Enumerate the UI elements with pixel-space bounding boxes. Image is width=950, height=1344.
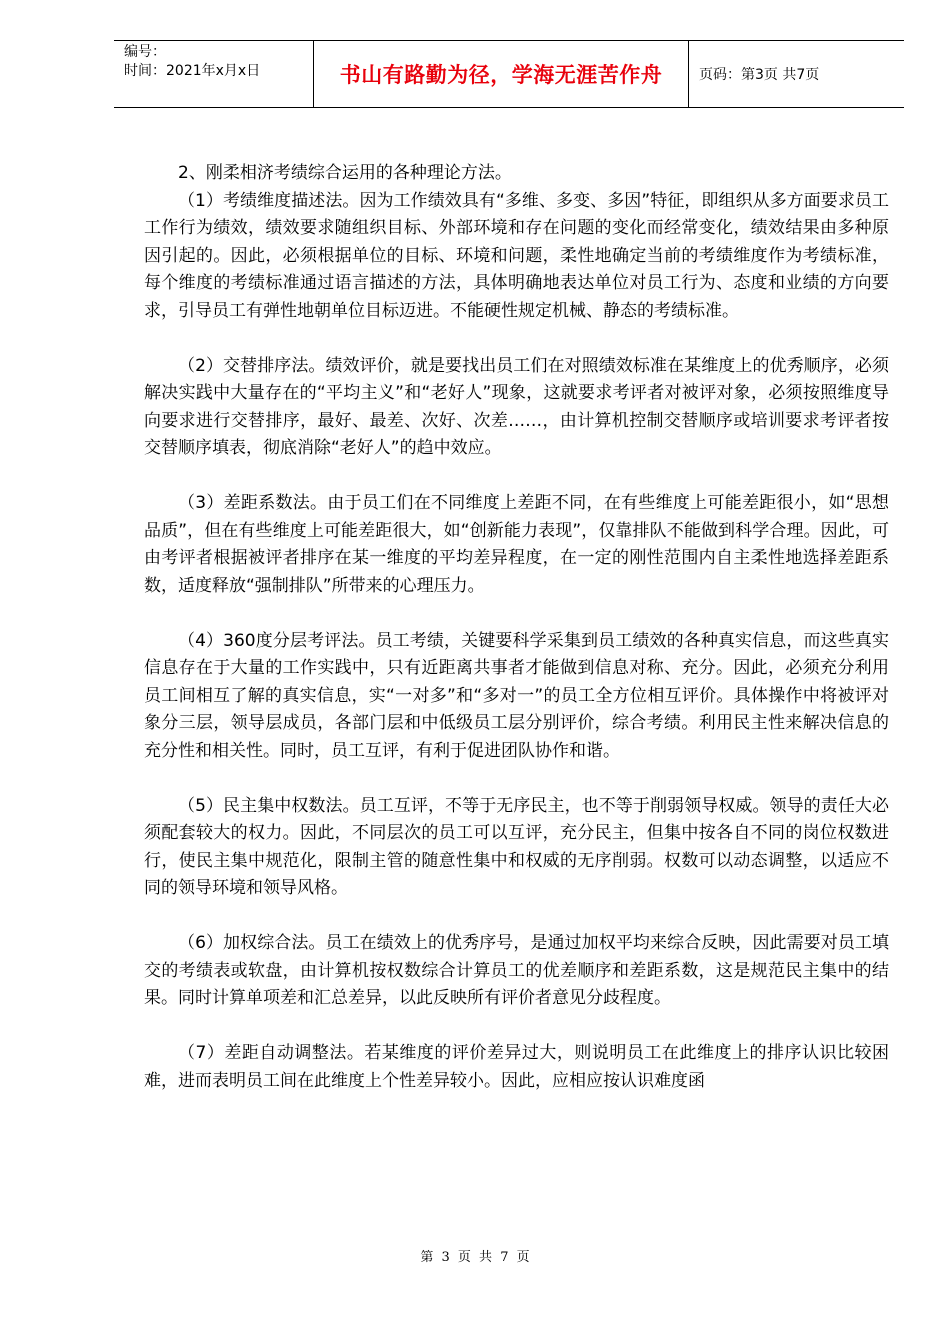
page-header [114, 40, 904, 108]
page-footer: 第 3 页 共 7 页 [420, 1250, 530, 1265]
header-meta [114, 41, 314, 107]
paragraph-method-4: （4）360度分层考评法。员工考绩，关键要科学采集到员工绩效的各种真实信息，而这些真实信息存在于大量的工作实践中，只有近距离共事者才能做到信息对称、充分。因此，必须充分利用员工间相互了解的真实信息，实“一对多”和“多对一”的员工全方位相互评价。具体操作中将被评对象分三层，领导层成员，各部门层和中低级员工层分别评价，综合考绩。利用民主性来解决信息的充分性和相关性。同时，员工互评，有利于促进团队协作和谐。 [144, 630, 889, 761]
paragraph-method-2: （2）交替排序法。绩效评价，就是要找出员工们在对照绩效标准在某维度上的优秀顺序，必须解决实践中大量存在的“平均主义”和“老好人”现象，这就要求考评者对被评对象，必须按照维度导向要求进行交替排序，最好、最差、次好、次差……，由计算机控制交替顺序或培训要求考评者按交替顺序填表，彻底消除“老好人”的趋中效应。 [144, 355, 889, 458]
document-time-label: 时间：2021年x月x日 [124, 63, 261, 79]
document-number-label: 编号： [124, 44, 166, 60]
paragraph-method-5: （5）民主集中权数法。员工互评，不等于无序民主，也不等于削弱领导权威。领导的责任大必须配套较大的权力。因此，不同层次的员工可以互评，充分民主，但集中按各自不同的岗位权数进行，使民主集中规范化，限制主管的随意性集中和权威的无序削弱。权数可以动态调整，以适应不同的领导环境和领导风格。 [144, 795, 889, 898]
header-page-label: 页码：第3页 共7页 [699, 67, 820, 83]
document-body [144, 160, 889, 1095]
paragraph-method-7: （7）差距自动调整法。若某维度的评价差异过大，则说明员工在此维度上的排序认识比较困难，进而表明员工间在此维度上个性差异较小。因此，应相应按认识难度函 [144, 1043, 889, 1091]
section-heading: 2、刚柔相济考绩综合运用的各种理论方法。 [178, 163, 512, 183]
paragraph-method-3: （3）差距系数法。由于员工们在不同维度上差距不同，在有些维度上可能差距很小，如“思想品质”，但在有些维度上可能差距很大，如“创新能力表现”，仅靠排队不能做到科学合理。因此，可由考评者根据被评者排序在某一维度的平均差异程度，在一定的刚性范围内自主柔性地选择差距系数，适度释放“强制排队”所带来的心理压力。 [144, 493, 889, 596]
paragraph-method-1: （1）考绩维度描述法。因为工作绩效具有“多维、多变、多因”特征，即组织从多方面要求员工工作行为绩效，绩效要求随组织目标、外部环境和存在问题的变化而经常变化，绩效结果由多种原因引起的。因此，必须根据单位的目标、环境和问题，柔性地确定当前的考绩维度作为考绩标准，每个维度的考绩标准通过语言描述的方法，具体明确地表达单位对员工行为、态度和业绩的方向要求，引导员工有弹性地朝单位目标迈进。不能硬性规定机械、静态的考绩标准。 [144, 190, 889, 321]
paragraph-method-6: （6）加权综合法。员工在绩效上的优秀序号，是通过加权平均来综合反映，因此需要对员工填交的考绩表或软盘，由计算机按权数综合计算员工的优差顺序和差距系数，这是规范民主集中的结果。同时计算单项差和汇总差异，以此反映所有评价者意见分歧程度。 [144, 933, 889, 1008]
header-motto: 书山有路勤为径，学海无涯苦作舟 [314, 41, 689, 107]
